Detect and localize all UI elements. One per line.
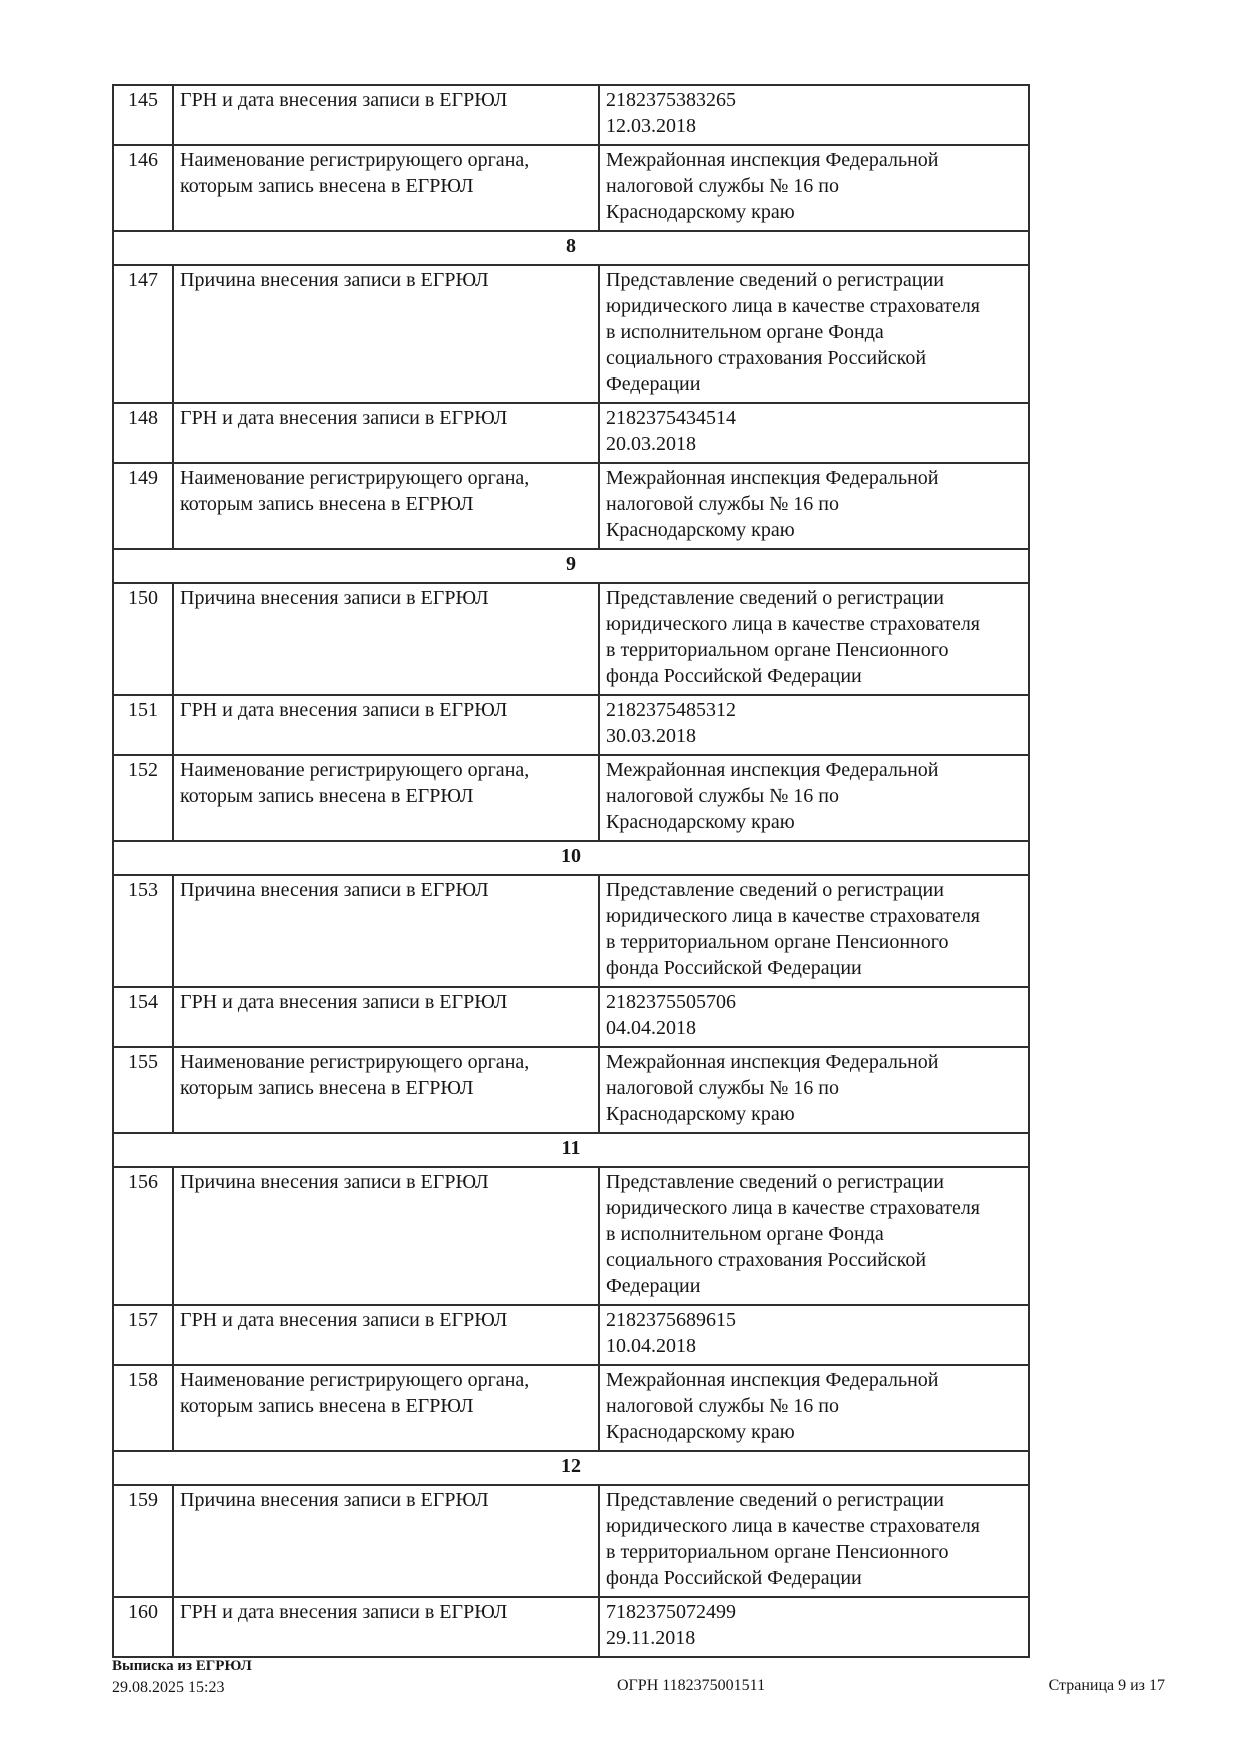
row-number-cell: 148 — [113, 403, 173, 463]
section-number-cell: 12 — [113, 1451, 1029, 1485]
row-value-cell: Межрайонная инспекция Федеральной налоговой службы № 16 по Краснодарскому краю — [599, 145, 1029, 231]
row-number-cell: 153 — [113, 875, 173, 987]
section-row — [113, 1451, 1029, 1485]
row-number-cell: 147 — [113, 265, 173, 403]
footer-document-title: Выписка из ЕГРЮЛ — [112, 1658, 252, 1674]
row-number-cell: 154 — [113, 987, 173, 1047]
row-number-cell: 149 — [113, 463, 173, 549]
table-row — [113, 145, 1029, 231]
row-number-cell: 156 — [113, 1167, 173, 1305]
table-row — [113, 1597, 1029, 1657]
section-number-cell: 10 — [113, 841, 1029, 875]
footer-ogrn: ОГРН 1182375001511 — [617, 1677, 766, 1694]
row-number-cell: 160 — [113, 1597, 173, 1657]
section-row — [113, 1133, 1029, 1167]
row-value-cell: 2182375505706 04.04.2018 — [599, 987, 1029, 1047]
section-row — [113, 549, 1029, 583]
row-label-cell: ГРН и дата внесения записи в ЕГРЮЛ — [173, 403, 599, 463]
row-label-cell: ГРН и дата внесения записи в ЕГРЮЛ — [173, 987, 599, 1047]
row-value-cell: Межрайонная инспекция Федеральной налоговой службы № 16 по Краснодарскому краю — [599, 463, 1029, 549]
egrul-records-table — [112, 84, 1030, 1658]
row-value-cell: 2182375689615 10.04.2018 — [599, 1305, 1029, 1365]
row-number-cell: 146 — [113, 145, 173, 231]
row-value-cell: 2182375383265 12.03.2018 — [599, 85, 1029, 145]
row-label-cell: ГРН и дата внесения записи в ЕГРЮЛ — [173, 85, 599, 145]
section-row — [113, 841, 1029, 875]
table-row — [113, 583, 1029, 695]
records-table-body — [113, 85, 1029, 1657]
row-label-cell: ГРН и дата внесения записи в ЕГРЮЛ — [173, 695, 599, 755]
table-row — [113, 265, 1029, 403]
footer-datetime: 29.08.2025 15:23 — [112, 1679, 225, 1696]
row-label-cell: Наименование регистрирующего органа, которым запись внесена в ЕГРЮЛ — [173, 755, 599, 841]
row-value-cell: Межрайонная инспекция Федеральной налоговой службы № 16 по Краснодарскому краю — [599, 1047, 1029, 1133]
row-value-cell: Межрайонная инспекция Федеральной налоговой службы № 16 по Краснодарскому краю — [599, 1365, 1029, 1451]
table-row — [113, 403, 1029, 463]
row-label-cell: ГРН и дата внесения записи в ЕГРЮЛ — [173, 1305, 599, 1365]
row-label-cell: Причина внесения записи в ЕГРЮЛ — [173, 1167, 599, 1305]
table-row — [113, 1485, 1029, 1597]
table-row — [113, 1047, 1029, 1133]
row-label-cell: Причина внесения записи в ЕГРЮЛ — [173, 583, 599, 695]
table-row — [113, 987, 1029, 1047]
row-value-cell: Представление сведений о регистрации юридического лица в качестве страхователя в территориальном органе Пенсионного фонда Российской Федерации — [599, 583, 1029, 695]
footer-left-block — [112, 1655, 252, 1699]
table-row — [113, 695, 1029, 755]
table-row — [113, 1365, 1029, 1451]
table-row — [113, 755, 1029, 841]
table-row — [113, 1167, 1029, 1305]
row-value-cell: Представление сведений о регистрации юридического лица в качестве страхователя в исполнительном органе Фонда социального страхования Российской Федерации — [599, 1167, 1029, 1305]
row-label-cell: Наименование регистрирующего органа, которым запись внесена в ЕГРЮЛ — [173, 145, 599, 231]
row-label-cell: Наименование регистрирующего органа, которым запись внесена в ЕГРЮЛ — [173, 1047, 599, 1133]
table-row — [113, 85, 1029, 145]
row-value-cell: 2182375485312 30.03.2018 — [599, 695, 1029, 755]
row-value-cell: 7182375072499 29.11.2018 — [599, 1597, 1029, 1657]
row-label-cell: Наименование регистрирующего органа, которым запись внесена в ЕГРЮЛ — [173, 1365, 599, 1451]
section-row — [113, 231, 1029, 265]
row-number-cell: 152 — [113, 755, 173, 841]
row-label-cell: Причина внесения записи в ЕГРЮЛ — [173, 1485, 599, 1597]
table-row — [113, 875, 1029, 987]
row-label-cell: Причина внесения записи в ЕГРЮЛ — [173, 265, 599, 403]
row-number-cell: 158 — [113, 1365, 173, 1451]
row-number-cell: 151 — [113, 695, 173, 755]
row-number-cell: 155 — [113, 1047, 173, 1133]
row-label-cell: ГРН и дата внесения записи в ЕГРЮЛ — [173, 1597, 599, 1657]
row-value-cell: Межрайонная инспекция Федеральной налоговой службы № 16 по Краснодарскому краю — [599, 755, 1029, 841]
row-number-cell: 150 — [113, 583, 173, 695]
row-value-cell: Представление сведений о регистрации юридического лица в качестве страхователя в территориальном органе Пенсионного фонда Российской Федерации — [599, 875, 1029, 987]
row-number-cell: 145 — [113, 85, 173, 145]
row-number-cell: 159 — [113, 1485, 173, 1597]
row-label-cell: Причина внесения записи в ЕГРЮЛ — [173, 875, 599, 987]
section-number-cell: 11 — [113, 1133, 1029, 1167]
footer-page-number: Страница 9 из 17 — [1048, 1677, 1165, 1694]
table-row — [113, 1305, 1029, 1365]
row-number-cell: 157 — [113, 1305, 173, 1365]
row-value-cell: Представление сведений о регистрации юридического лица в качестве страхователя в исполнительном органе Фонда социального страхования Российской Федерации — [599, 265, 1029, 403]
row-label-cell: Наименование регистрирующего органа, которым запись внесена в ЕГРЮЛ — [173, 463, 599, 549]
table-row — [113, 463, 1029, 549]
row-value-cell: Представление сведений о регистрации юридического лица в качестве страхователя в территориальном органе Пенсионного фонда Российской Федерации — [599, 1485, 1029, 1597]
row-value-cell: 2182375434514 20.03.2018 — [599, 403, 1029, 463]
section-number-cell: 9 — [113, 549, 1029, 583]
section-number-cell: 8 — [113, 231, 1029, 265]
